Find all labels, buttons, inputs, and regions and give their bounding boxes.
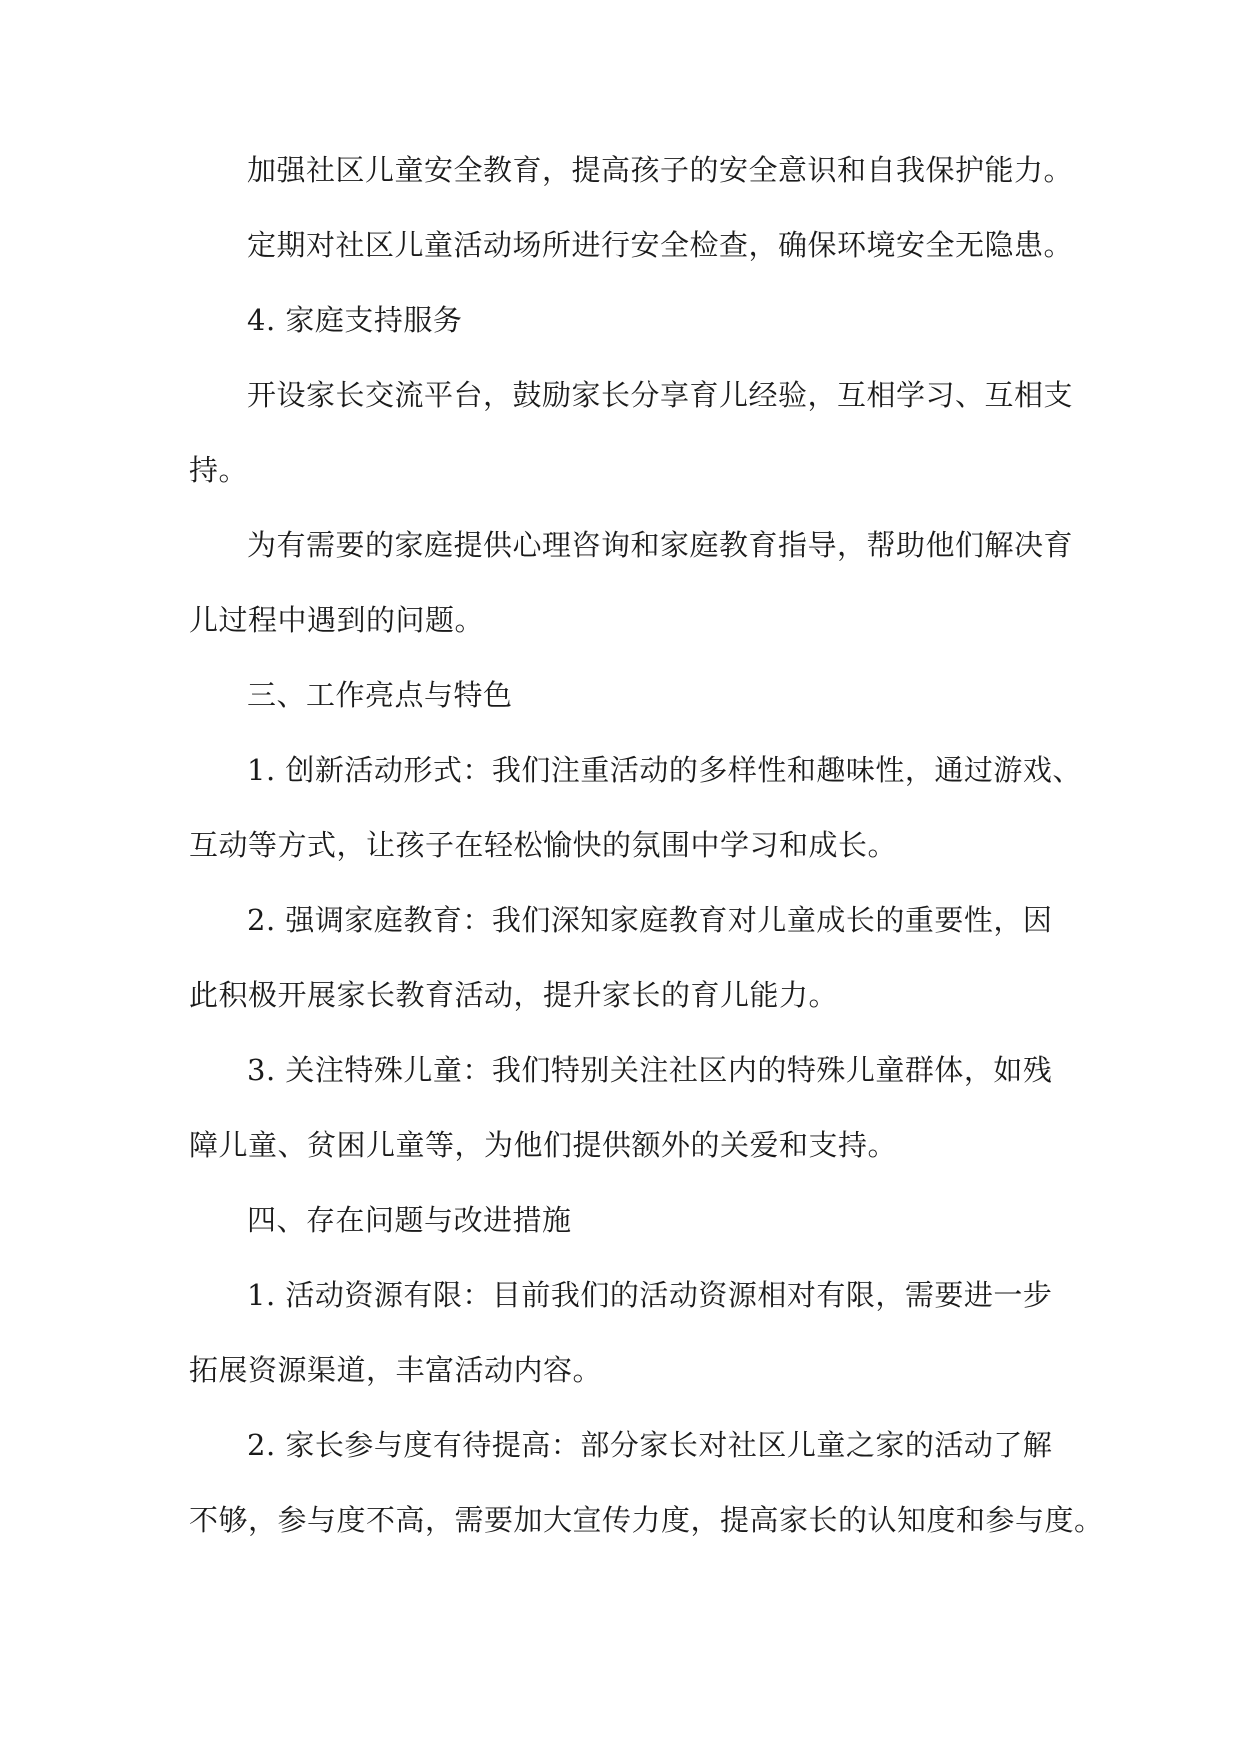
paragraph-safety-inspection: 定期对社区儿童活动场所进行安全检查，确保环境安全无隐患。 <box>247 228 1074 262</box>
paragraph-counseling-line2: 儿过程中遇到的问题。 <box>189 603 485 637</box>
paragraph-problem-1-line1: 1. 活动资源有限：目前我们的活动资源相对有限，需要进一步 <box>247 1278 1053 1312</box>
paragraph-problem-1-line2: 拓展资源渠道，丰富活动内容。 <box>189 1353 603 1387</box>
heading-problems-improvements: 四、存在问题与改进措施 <box>247 1203 572 1237</box>
paragraph-counseling-line1: 为有需要的家庭提供心理咨询和家庭教育指导，帮助他们解决育 <box>247 528 1074 562</box>
paragraph-highlight-2-line1: 2. 强调家庭教育：我们深知家庭教育对儿童成长的重要性，因 <box>247 903 1053 937</box>
heading-family-support: 4. 家庭支持服务 <box>247 303 463 337</box>
paragraph-safety-education: 加强社区儿童安全教育，提高孩子的安全意识和自我保护能力。 <box>247 153 1074 187</box>
heading-highlights: 三、工作亮点与特色 <box>247 678 513 712</box>
paragraph-parent-platform-line2: 持。 <box>189 453 249 487</box>
paragraph-highlight-3-line1: 3. 关注特殊儿童：我们特别关注社区内的特殊儿童群体，如残 <box>247 1053 1053 1087</box>
paragraph-highlight-1-line1: 1. 创新活动形式：我们注重活动的多样性和趣味性，通过游戏、 <box>247 753 1082 787</box>
paragraph-parent-platform-line1: 开设家长交流平台，鼓励家长分享育儿经验，互相学习、互相支 <box>247 378 1074 412</box>
paragraph-highlight-2-line2: 此积极开展家长教育活动，提升家长的育儿能力。 <box>189 978 839 1012</box>
paragraph-problem-2-line1: 2. 家长参与度有待提高：部分家长对社区儿童之家的活动了解 <box>247 1428 1053 1462</box>
paragraph-problem-2-line2: 不够，参与度不高，需要加大宣传力度，提高家长的认知度和参与度。 <box>189 1503 1104 1537</box>
paragraph-highlight-3-line2: 障儿童、贫困儿童等，为他们提供额外的关爱和支持。 <box>189 1128 898 1162</box>
paragraph-highlight-1-line2: 互动等方式，让孩子在轻松愉快的氛围中学习和成长。 <box>189 828 898 862</box>
